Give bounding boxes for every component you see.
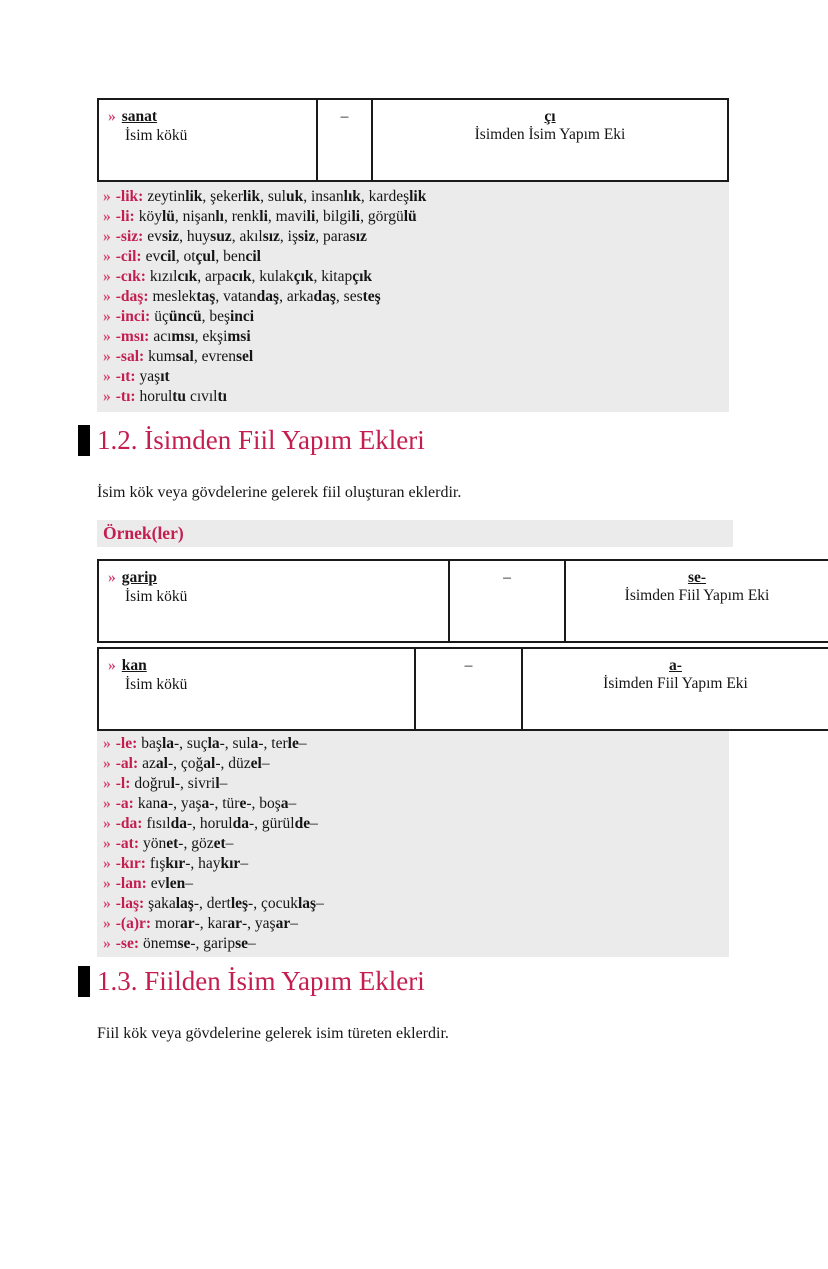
word-subtitle: İsim kökü <box>125 127 188 144</box>
example-table-kan <box>97 647 828 731</box>
suffix-label: -a: <box>115 795 134 812</box>
suffix-examples: morar-, karar-, yaşar– <box>155 915 298 932</box>
suffix-cell <box>372 99 728 181</box>
chevron-marker: » <box>103 328 111 345</box>
chevron-marker: » <box>103 915 111 932</box>
chevron-marker: » <box>103 775 111 792</box>
suffix-examples: evlen– <box>150 875 193 892</box>
chevron-marker: » <box>103 388 111 405</box>
suffix-label: -laş: <box>115 895 145 912</box>
section-heading-1-2: 1.2. İsimden Fiil Yapım Ekleri <box>97 425 425 455</box>
word-line <box>108 657 414 675</box>
suffix-label: -(a)r: <box>115 915 152 932</box>
suffix-label: -li: <box>115 208 135 225</box>
section-heading-1-3: 1.3. Fiilden İsim Yapım Ekleri <box>97 966 425 996</box>
suffix-list-item <box>103 347 729 367</box>
suffix-examples: horultu cıvıltı <box>139 388 227 405</box>
chevron-marker: » <box>103 855 111 872</box>
suffix-label: -l: <box>115 775 131 792</box>
suffix-examples: azal-, çoğal-, düzel– <box>142 755 270 772</box>
section-1-3-intro: Fiil kök veya gövdelerine gelerek isim türeten eklerdir. <box>97 1025 449 1042</box>
suffix-examples: evcil, otçul, bencil <box>145 248 261 265</box>
suffix-label: -lan: <box>115 875 147 892</box>
suffix-examples: şakalaş-, dertleş-, çocuklaş– <box>148 895 324 912</box>
suffix-examples: başla-, suçla-, sula-, terle– <box>141 735 307 752</box>
root-word: garip <box>121 569 158 586</box>
suffix-list-item <box>103 387 729 407</box>
suffix-subtitle: İsimden Fiil Yapım Eki <box>603 675 748 692</box>
chevron-marker: » <box>103 835 111 852</box>
suffix-list-item <box>103 227 729 247</box>
word-cell <box>98 560 449 642</box>
suffix-list-item <box>103 934 729 954</box>
suffix-word: se- <box>687 569 707 586</box>
suffix-list-item <box>103 874 729 894</box>
suffix-list-item <box>103 187 729 207</box>
chevron-marker: » <box>103 268 111 285</box>
suffix-list-item <box>103 367 729 387</box>
suffix-examples: zeytinlik, şekerlik, suluk, insanlık, kardeşlik <box>147 188 427 205</box>
suffix-examples: köylü, nişanlı, renkli, mavili, bilgili, görgülü <box>138 208 417 225</box>
suffix-list-item <box>103 267 729 287</box>
suffix-examples: üçüncü, beşinci <box>154 308 255 325</box>
suffix-label: -daş: <box>115 288 149 305</box>
suffix-list-isimden-isim <box>97 182 729 412</box>
dash-cell: – <box>449 560 565 642</box>
word-cell <box>98 99 317 181</box>
suffix-label: -le: <box>115 735 138 752</box>
suffix-list-item <box>103 894 729 914</box>
suffix-examples: evsiz, huysuz, akılsız, işsiz, parasız <box>147 228 367 245</box>
table-row <box>98 648 828 730</box>
suffix-list-item <box>103 287 729 307</box>
chevron-marker: » <box>103 795 111 812</box>
suffix-list-item <box>103 914 729 934</box>
chevron-marker: » <box>103 368 111 385</box>
chevron-marker: » <box>103 755 111 772</box>
chevron-marker: » <box>103 895 111 912</box>
chevron-marker: » <box>103 288 111 305</box>
section-1-2-intro: İsim kök veya gövdelerine gelerek fiil oluşturan eklerdir. <box>97 484 462 501</box>
chevron-marker: » <box>103 228 111 245</box>
suffix-examples: acımsı, ekşimsi <box>153 328 251 345</box>
suffix-label: -se: <box>115 935 139 952</box>
chevron-marker: » <box>103 935 111 952</box>
suffix-list-item <box>103 834 729 854</box>
suffix-label: -inci: <box>115 308 151 325</box>
word-subtitle: İsim kökü <box>125 676 188 693</box>
suffix-label: -sal: <box>115 348 145 365</box>
suffix-list-item <box>103 794 729 814</box>
suffix-list-item <box>103 247 729 267</box>
suffix-label: -kır: <box>115 855 146 872</box>
suffix-label: -tı: <box>115 388 136 405</box>
suffix-word: a- <box>669 657 682 674</box>
example-table-garip <box>97 559 828 643</box>
suffix-label: -cil: <box>115 248 142 265</box>
chevron-marker: » <box>103 735 111 752</box>
dash-cell: – <box>317 99 372 181</box>
suffix-cell <box>522 648 828 730</box>
table-row <box>98 99 728 181</box>
suffix-examples: yaşıt <box>139 368 170 385</box>
chevron-marker: » <box>103 248 111 265</box>
suffix-label: -cık: <box>115 268 146 285</box>
chevron-marker: » <box>103 188 111 205</box>
word-line <box>108 569 448 587</box>
suffix-examples: kumsal, evrensel <box>148 348 254 365</box>
suffix-list-item <box>103 854 729 874</box>
suffix-examples: kızılcık, arpacık, kulakçık, kitapçık <box>149 268 373 285</box>
chevron-marker: » <box>103 208 111 225</box>
root-word: sanat <box>121 108 158 125</box>
suffix-examples: meslektaş, vatandaş, arkadaş, sesteş <box>152 288 381 305</box>
suffix-list-item <box>103 774 729 794</box>
word-subtitle: İsim kökü <box>125 588 188 605</box>
example-table-sanat <box>97 98 729 182</box>
suffix-list-item <box>103 754 729 774</box>
suffix-examples: önemse-, garipse– <box>143 935 256 952</box>
suffix-word: çı <box>544 108 556 125</box>
suffix-list-item <box>103 327 729 347</box>
chevron-marker: » <box>103 815 111 832</box>
suffix-list-item <box>103 814 729 834</box>
word-line <box>108 108 316 126</box>
suffix-label: -al: <box>115 755 139 772</box>
suffix-examples: doğrul-, sivril– <box>134 775 228 792</box>
suffix-label: -msı: <box>115 328 150 345</box>
suffix-examples: fısılda-, horulda-, gürülde– <box>146 815 318 832</box>
chevron-marker: » <box>108 569 116 586</box>
suffix-label: -lik: <box>115 188 144 205</box>
chevron-marker: » <box>103 348 111 365</box>
suffix-subtitle: İsimden İsim Yapım Eki <box>474 126 626 143</box>
suffix-examples: yönet-, gözet– <box>143 835 234 852</box>
suffix-list-isimden-fiil <box>97 731 729 957</box>
suffix-cell <box>565 560 828 642</box>
document-page <box>0 98 828 1044</box>
suffix-list-item <box>103 207 729 227</box>
suffix-list-item <box>103 307 729 327</box>
table-row <box>98 560 828 642</box>
suffix-label: -da: <box>115 815 143 832</box>
chevron-marker: » <box>103 875 111 892</box>
suffix-list-item <box>103 734 729 754</box>
suffix-label: -ıt: <box>115 368 136 385</box>
dash-cell: – <box>415 648 522 730</box>
suffix-label: -siz: <box>115 228 144 245</box>
suffix-examples: kana-, yaşa-, türe-, boşa– <box>137 795 297 812</box>
chevron-marker: » <box>108 108 116 125</box>
suffix-examples: fışkır-, haykır– <box>149 855 249 872</box>
root-word: kan <box>121 657 147 674</box>
word-cell <box>98 648 415 730</box>
chevron-marker: » <box>103 308 111 325</box>
chevron-marker: » <box>108 657 116 674</box>
suffix-label: -at: <box>115 835 139 852</box>
example-label: Örnek(ler) <box>97 520 733 547</box>
suffix-subtitle: İsimden Fiil Yapım Eki <box>624 587 770 604</box>
